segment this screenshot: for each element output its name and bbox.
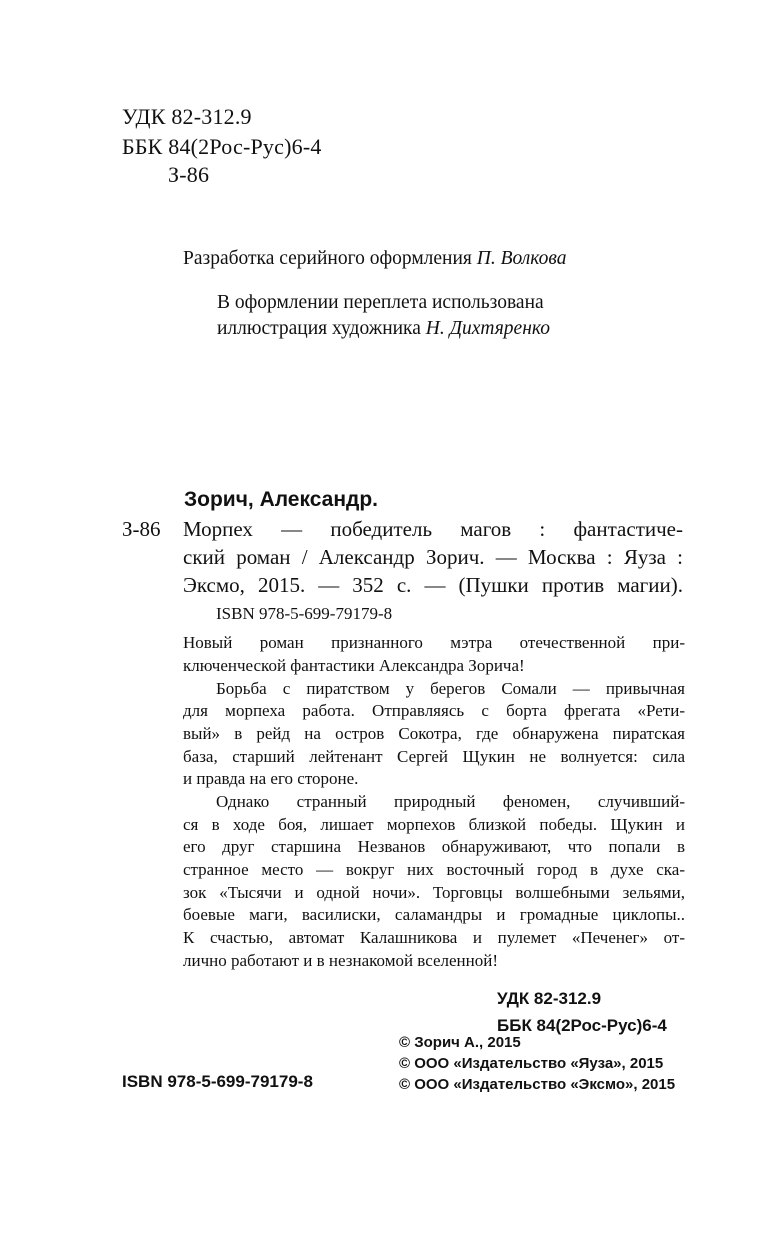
catalog-mark: З-86 <box>122 517 161 541</box>
author-mark: З-86 <box>168 162 210 187</box>
cover-credit-line1: В оформлении переплета использована <box>217 292 544 313</box>
bottom-bbk: ББК 84(2Рос-Рус)6-4 <box>497 1016 667 1035</box>
series-design-name: П. Волкова <box>476 248 567 269</box>
annotation-line: К счастью, автомат Калашникова и пулемет «Печенег» от- <box>183 928 685 947</box>
bbk-code: ББК 84(2Рос-Рус)6-4 <box>122 134 322 159</box>
annotation-line: Борьба с пиратством у берегов Сомали — привычная <box>216 679 685 698</box>
cover-credit-text: иллюстрация художника <box>217 318 421 339</box>
annotation-line: боевые маги, василиски, саламандры и громадные циклопы.. <box>183 905 685 924</box>
copyright-eksmo: © ООО «Издательство «Эксмо», 2015 <box>399 1076 676 1093</box>
annotation-line: лично работают и в незнакомой вселенной! <box>183 951 499 970</box>
annotation-line: и правда на его стороне. <box>183 769 359 788</box>
cover-credit-line2 <box>217 318 550 340</box>
catalog-author: Зорич, Александр. <box>184 488 379 511</box>
catalog-line-3: Эксмо, 2015. — 352 с. — (Пушки против магии). <box>183 573 683 597</box>
annotation-line: его друг старшина Незванов обнаруживают, что попали в <box>183 837 685 856</box>
annotation-line: ся в ходе боя, лишает морпехов близкой победы. Щукин и <box>183 815 685 834</box>
udk-code: УДК 82-312.9 <box>122 104 252 129</box>
catalog-line-2: ский роман / Александр Зорич. — Москва : Яуза : <box>183 545 683 569</box>
annotation-line: Однако странный природный феномен, случивший- <box>216 792 685 811</box>
series-design-credit <box>183 248 567 270</box>
annotation-line: вый» в рейд на остров Сокотра, где обнаружена пиратская <box>183 724 685 743</box>
annotation-line: база, старший лейтенант Сергей Щукин не волнуется: сила <box>183 747 685 766</box>
bottom-udk: УДК 82-312.9 <box>497 989 602 1008</box>
cover-credit-name: Н. Дихтяренко <box>425 318 551 339</box>
series-design-text: Разработка серийного оформления <box>183 248 472 269</box>
bottom-isbn: ISBN 978-5-699-79179-8 <box>122 1072 313 1091</box>
catalog-line-1: Морпех — победитель магов : фантастиче- <box>183 517 683 541</box>
annotation-line: зок «Тысячи и одной ночи». Торговцы волшебными зельями, <box>183 883 685 902</box>
annotation-line: Новый роман признанного мэтра отечественной при- <box>183 633 685 652</box>
annotation-line: для морпеха работа. Отправляясь с борта фрегата «Рети- <box>183 701 685 720</box>
catalog-isbn: ISBN 978-5-699-79179-8 <box>216 604 393 623</box>
copyright-author: © Зорич А., 2015 <box>399 1034 521 1051</box>
annotation-line: ключенческой фантастики Александра Зорича! <box>183 656 525 675</box>
annotation-line: странное место — вокруг них восточный город в духе ска- <box>183 860 685 879</box>
copyright-yauza: © ООО «Издательство «Яуза», 2015 <box>399 1055 664 1072</box>
